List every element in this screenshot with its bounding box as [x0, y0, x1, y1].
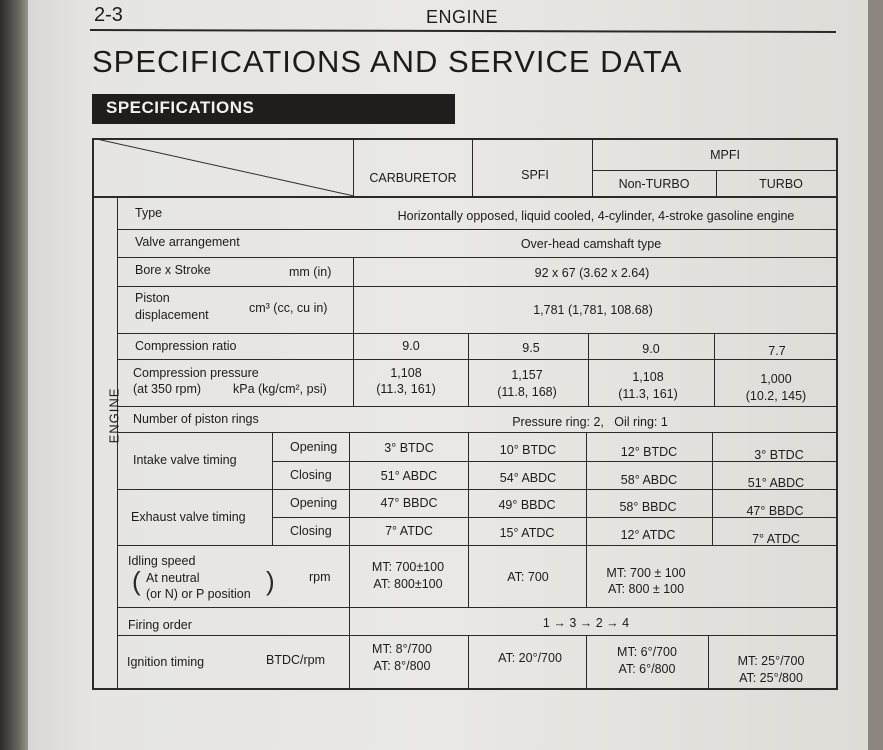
intake-open-nonturbo: 12° BTDC — [620, 445, 678, 459]
cp-spfi: 1,157 — [511, 368, 543, 382]
rings-value: Pressure ring: 2, Oil ring: 1 — [512, 415, 668, 429]
row-line — [272, 461, 837, 462]
col-line — [472, 138, 473, 196]
row-label-bore: Bore x Stroke — [135, 263, 211, 277]
row-line — [117, 286, 837, 287]
idling-neutral: At neutral — [146, 571, 200, 585]
row-line — [117, 635, 837, 636]
table-border-left — [92, 138, 94, 689]
idling-mpfi-at: AT: 800 ± 100 — [607, 582, 685, 596]
paren-close: ) — [266, 566, 275, 596]
col-line — [468, 333, 469, 406]
piston-unit: cm³ (cc, cu in) — [249, 301, 328, 315]
row-line — [117, 257, 837, 258]
exhaust-open-turbo: 47° BBDC — [746, 504, 804, 518]
corner-diagonal — [92, 138, 354, 196]
cr-spfi: 9.5 — [522, 341, 540, 355]
intake-opening-label: Opening — [290, 440, 338, 454]
row-label-firing: Firing order — [128, 618, 192, 632]
ignition-carb-mt: MT: 8°/700 — [372, 642, 432, 656]
row-line — [117, 333, 837, 334]
book-gutter — [0, 0, 28, 750]
col-header-non-turbo: Non-TURBO — [618, 177, 690, 191]
page-title: SPECIFICATIONS AND SERVICE DATA — [92, 44, 683, 79]
row-label-piston-rings: Number of piston rings — [133, 412, 259, 426]
col-line — [586, 432, 587, 607]
table-border-bottom — [92, 688, 838, 690]
cp-carb: 1,108 — [390, 366, 422, 380]
exhaust-open-nonturbo: 58° BBDC — [619, 500, 677, 514]
row-line — [117, 229, 837, 230]
row-line — [117, 359, 837, 360]
col-header-mpfi: MPFI — [710, 148, 740, 162]
col-header-carburetor: CARBURETOR — [369, 171, 457, 185]
exhaust-opening-label: Opening — [290, 496, 338, 510]
intake-open-carb: 3° BTDC — [384, 441, 434, 455]
exhaust-open-carb: 47° BBDC — [380, 496, 438, 510]
col-line — [353, 333, 354, 406]
ignition-turbo-mt: MT: 25°/700 — [737, 654, 805, 668]
firing-value: 1 → 3 → 2 → 4 — [542, 616, 630, 630]
cp-turbo-sub: (10.2, 145) — [745, 389, 807, 403]
intake-open-turbo: 3° BTDC — [754, 448, 804, 462]
row-line — [117, 545, 837, 546]
idling-position: (or N) or P position — [146, 587, 251, 601]
exhaust-close-carb: 7° ATDC — [385, 524, 433, 538]
cp-spfi-sub: (11.8, 168) — [497, 385, 557, 399]
row-label-valve: Valve arrangement — [135, 235, 240, 249]
row-label-displacement: displacement — [135, 308, 209, 322]
col-line — [588, 333, 589, 406]
intake-close-nonturbo: 58° ABDC — [620, 473, 678, 487]
intake-close-carb: 51° ABDC — [380, 469, 438, 483]
col-line — [716, 170, 717, 196]
row-label-type: Type — [135, 206, 163, 220]
row-label-idling: Idling speed — [128, 554, 196, 568]
col-line — [468, 432, 469, 607]
cp-nonturbo: 1,108 — [632, 370, 664, 384]
group-label-engine: ENGINE — [106, 387, 122, 444]
intake-close-spfi: 54° ABDC — [499, 471, 557, 485]
bore-value: 92 x 67 (3.62 x 2.64) — [534, 266, 650, 280]
row-line — [117, 432, 837, 433]
valve-value: Over-head camshaft type — [520, 237, 662, 251]
page-number: 2-3 — [94, 4, 123, 26]
intake-close-turbo: 51° ABDC — [747, 476, 805, 490]
exhaust-open-spfi: 49° BBDC — [498, 498, 556, 512]
row-label-exhaust: Exhaust valve timing — [131, 510, 246, 524]
row-label-piston: Piston — [135, 291, 170, 305]
cr-carb: 9.0 — [402, 339, 420, 353]
col-header-spfi: SPFI — [521, 168, 549, 182]
col-line — [586, 635, 587, 688]
cp-nonturbo-sub: (11.3, 161) — [618, 387, 678, 401]
col-line — [592, 138, 593, 196]
exhaust-closing-label: Closing — [290, 524, 332, 538]
col-line — [708, 635, 709, 688]
ignition-nonturbo-mt: MT: 6°/700 — [617, 645, 677, 659]
cr-turbo: 7.7 — [768, 344, 786, 358]
ignition-unit: BTDC/rpm — [266, 653, 326, 667]
type-value: Horizontally opposed, liquid cooled, 4-cylinder, 4-stroke gasoline engine — [397, 209, 795, 223]
header-divider — [92, 196, 838, 198]
piston-value: 1,781 (1,781, 108.68) — [533, 303, 653, 317]
row-label-intake: Intake valve timing — [133, 453, 237, 467]
col-line — [712, 432, 713, 545]
mpfi-divider — [592, 170, 836, 171]
col-line — [353, 257, 354, 333]
section-title: ENGINE — [426, 7, 499, 27]
row-label-compression-ratio: Compression ratio — [135, 339, 237, 353]
ignition-spfi: AT: 20°/700 — [498, 651, 562, 665]
intake-open-spfi: 10° BTDC — [499, 443, 557, 457]
idling-carb-at: AT: 800±100 — [373, 577, 443, 591]
row-label-compression-pressure: Compression pressure — [133, 366, 259, 380]
page-edge — [868, 0, 883, 750]
idling-spfi: AT: 700 — [507, 570, 549, 584]
intake-closing-label: Closing — [290, 468, 332, 482]
cp-carb-sub: (11.3, 161) — [376, 382, 436, 396]
ignition-turbo-at: AT: 25°/800 — [739, 671, 803, 685]
col-line — [714, 333, 715, 406]
col-line — [349, 432, 350, 688]
col-line — [272, 432, 273, 545]
row-line — [117, 607, 837, 608]
exhaust-close-turbo: 7° ATDC — [752, 532, 800, 546]
exhaust-close-spfi: 15° ATDC — [499, 526, 555, 540]
ignition-nonturbo-at: AT: 6°/800 — [618, 662, 676, 676]
section-banner — [92, 94, 455, 124]
exhaust-close-nonturbo: 12° ATDC — [620, 528, 676, 542]
row-line — [117, 489, 837, 490]
cp-unit: kPa (kg/cm², psi) — [233, 382, 327, 396]
idling-unit: rpm — [309, 570, 331, 584]
cp-turbo: 1,000 — [760, 372, 792, 386]
paren-open: ( — [132, 566, 141, 596]
bore-unit: mm (in) — [289, 265, 332, 279]
row-line — [117, 406, 837, 407]
idling-carb-mt: MT: 700±100 — [371, 560, 445, 574]
ignition-carb-at: AT: 8°/800 — [373, 659, 431, 673]
banner-label: SPECIFICATIONS — [106, 98, 255, 117]
col-header-turbo: TURBO — [759, 177, 803, 191]
row-label-rpm: (at 350 rpm) — [133, 382, 202, 396]
idling-mpfi-mt: MT: 700 ± 100 — [606, 566, 686, 580]
col-line — [468, 635, 469, 688]
cr-nonturbo: 9.0 — [642, 342, 660, 356]
row-label-ignition: Ignition timing — [127, 655, 205, 669]
